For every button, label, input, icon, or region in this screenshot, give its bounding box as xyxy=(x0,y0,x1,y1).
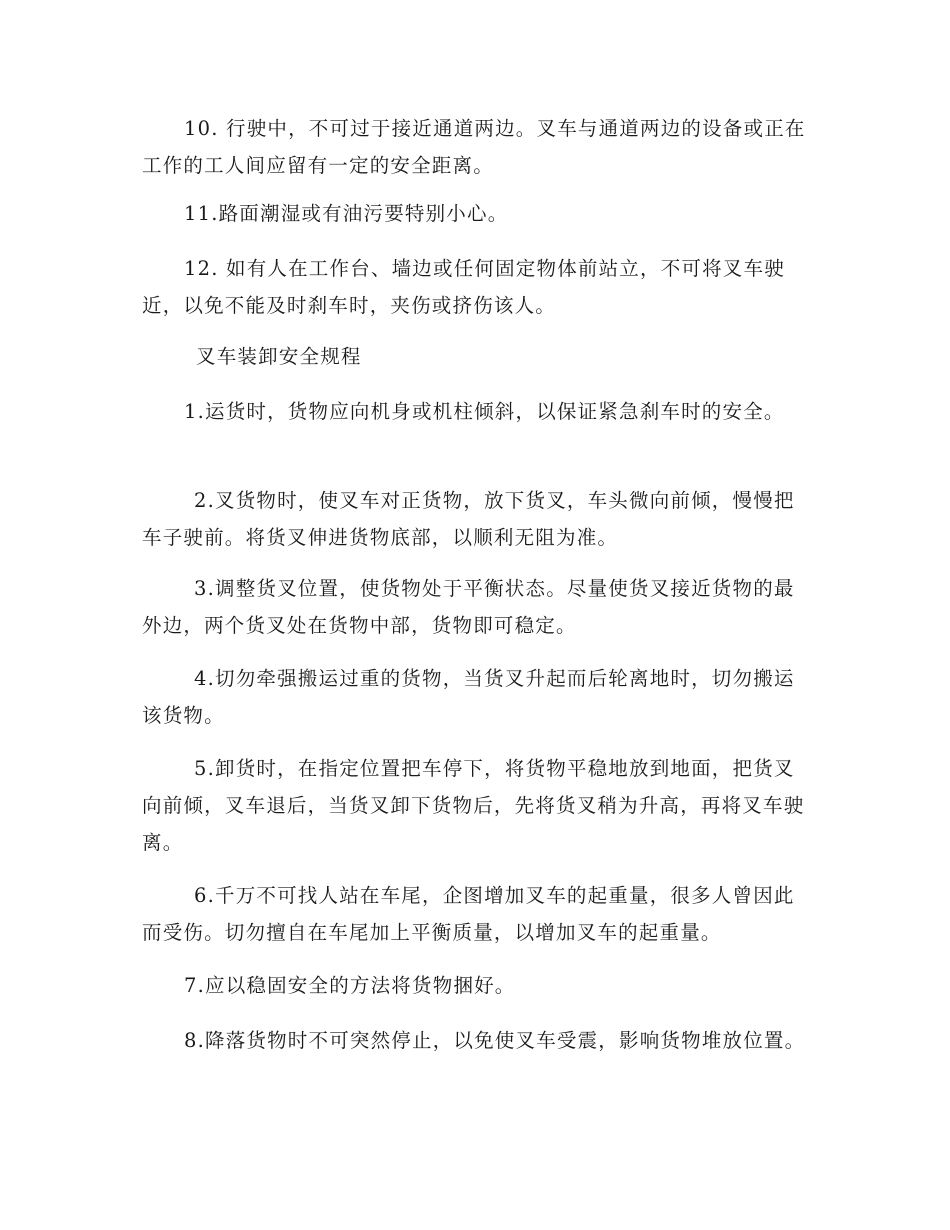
paragraph-12: 12. 如有人在工作台、墙边或任何固定物体前站立，不可将叉车驶近，以免不能及时刹车时，夹伤或挤伤该人。 xyxy=(142,257,785,317)
paragraph-11: 11.路面潮湿或有油污要特别小心。 xyxy=(184,202,509,225)
rule-4: 4.切勿牵强搬运过重的货物，当货叉升起而后轮离地时，切勿搬运该货物。 xyxy=(142,667,795,727)
rule-8: 8.降落货物时不可突然停止，以免使叉车受震，影响货物堆放位置。 xyxy=(184,1029,806,1052)
rule-5: 5.卸货时，在指定位置把车停下，将货物平稳地放到地面，把货叉向前倾，叉车退后，当货叉卸下货物后，先将货叉稍为升高，再将叉车驶离。 xyxy=(142,757,805,854)
paragraph-10: 10. 行驶中，不可过于接近通道两边。叉车与通道两边的设备或正在工作的工人间应留有一定的安全距离。 xyxy=(142,117,806,177)
rule-1: 1.运货时，货物应向机身或机柱倾斜，以保证紧急刹车时的安全。 xyxy=(184,400,785,423)
rule-2: 2.叉货物时，使叉车对正货物，放下货叉，车头微向前倾，慢慢把车子驶前。将货叉伸进货物底部，以顺利无阻为准。 xyxy=(142,489,795,549)
section-heading: 叉车装卸安全规程 xyxy=(196,345,362,368)
rule-3: 3.调整货叉位置，使货物处于平衡状态。尽量使货叉接近货物的最外边，两个货叉处在货物中部，货物即可稳定。 xyxy=(142,577,795,637)
rule-6: 6.千万不可找人站在车尾，企图增加叉车的起重量，很多人曾因此而受伤。切勿擅自在车尾加上平衡质量，以增加叉车的起重量。 xyxy=(142,884,795,944)
rule-7: 7.应以稳固安全的方法将货物捆好。 xyxy=(184,974,516,997)
